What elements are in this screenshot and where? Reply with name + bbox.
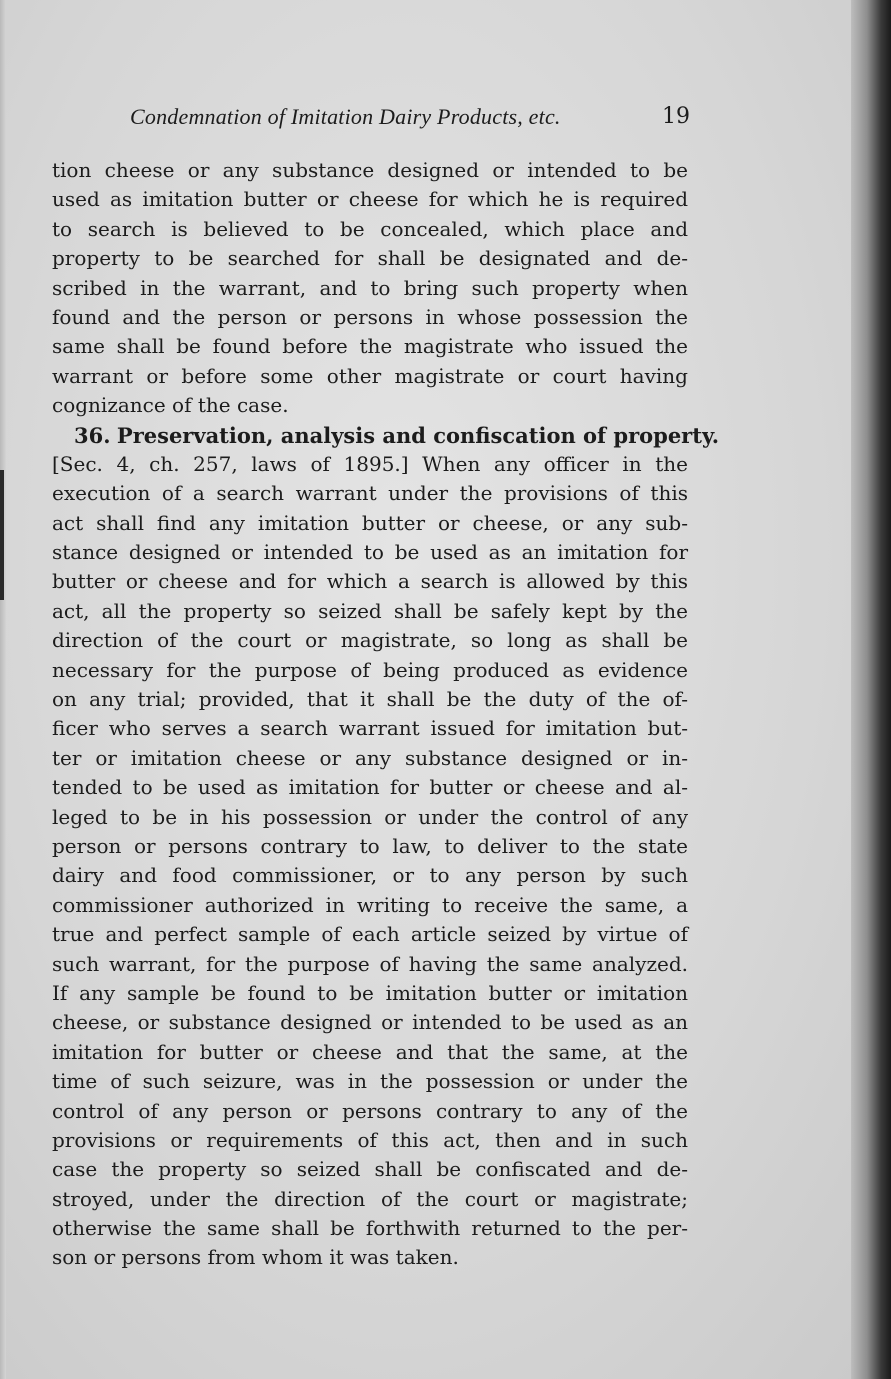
text-line: cheese, or substance designed or intended to be used as an: [52, 1010, 688, 1035]
section-number: 36.: [74, 422, 111, 448]
book-spine-shadow: [851, 0, 891, 1379]
text-line: act shall find any imitation butter or cheese, or any sub-: [52, 510, 688, 535]
text-line: person or persons contrary to law, to deliver to the state: [52, 833, 688, 858]
text-line: tion cheese or any substance designed or intended to be: [52, 158, 688, 182]
text-line: act, all the property so seized shall be safely kept by the: [52, 598, 688, 623]
text-line: ter or imitation cheese or any substance designed or in-: [52, 745, 688, 770]
text-line: to search is believed to be concealed, which place and: [52, 216, 688, 241]
text-line: If any sample be found to be imitation butter or imitation: [52, 980, 688, 1005]
text-line: cognizance of the case.: [52, 393, 289, 418]
section-title: Preservation, analysis and confiscation of property.: [116, 422, 720, 448]
text-line: on any trial; provided, that it shall be the duty of the of-: [52, 687, 688, 712]
text-line: such warrant, for the purpose of having the same analyzed.: [52, 951, 688, 976]
page-edge-mark: [0, 470, 4, 600]
text-line: dairy and food commissioner, or to any person by such: [52, 863, 688, 888]
text-line: found and the person or persons in whose possession the: [52, 304, 688, 329]
text-line: butter or cheese and for which a search is allowed by this: [52, 569, 688, 594]
section-heading: [52, 421, 720, 450]
text-line: son or persons from whom it was taken.: [52, 1245, 459, 1270]
text-line: direction of the court or magistrate, so long as shall be: [52, 628, 688, 653]
text-line: same shall be found before the magistrate who issued the: [52, 334, 688, 359]
text-line: necessary for the purpose of being produced as evidence: [52, 657, 688, 682]
page-number: 19: [662, 104, 690, 129]
text-line: imitation for butter or cheese and that the same, at the: [52, 1039, 688, 1064]
page-left-edge: [0, 0, 6, 1379]
text-line: commissioner authorized in writing to receive the same, a: [52, 892, 688, 917]
text-line: tended to be used as imitation for butter or cheese and al-: [52, 775, 688, 800]
text-line: stroyed, under the direction of the court or magistrate;: [52, 1186, 688, 1211]
text-line: warrant or before some other magistrate or court having: [52, 363, 688, 388]
text-line: control of any person or persons contrary to any of the: [52, 1098, 688, 1123]
text-line: provisions or requirements of this act, then and in such: [52, 1127, 688, 1152]
text-line: scribed in the warrant, and to bring such property when: [52, 275, 688, 300]
body-text: [52, 156, 720, 1273]
text-line: case the property so seized shall be confiscated and de-: [52, 1157, 688, 1182]
text-line: execution of a search warrant under the provisions of this: [52, 481, 688, 506]
text-line: true and perfect sample of each article seized by virtue of: [52, 922, 688, 947]
text-line: used as imitation butter or cheese for which he is required: [52, 187, 688, 212]
text-line: time of such seizure, was in the possession or under the: [52, 1069, 688, 1094]
text-line: leged to be in his possession or under the control of any: [52, 804, 688, 829]
text-line: otherwise the same shall be forthwith returned to the per-: [52, 1216, 688, 1241]
running-title: Condemnation of Imitation Dairy Products, etc.: [130, 104, 561, 129]
text-line: stance designed or intended to be used as an imitation for: [52, 540, 688, 565]
page-header: [130, 104, 690, 136]
text-line: [Sec. 4, ch. 257, laws of 1895.] When any officer in the: [52, 451, 688, 476]
text-line: property to be searched for shall be designated and de-: [52, 246, 688, 271]
text-line: ficer who serves a search warrant issued for imitation but-: [52, 716, 688, 741]
